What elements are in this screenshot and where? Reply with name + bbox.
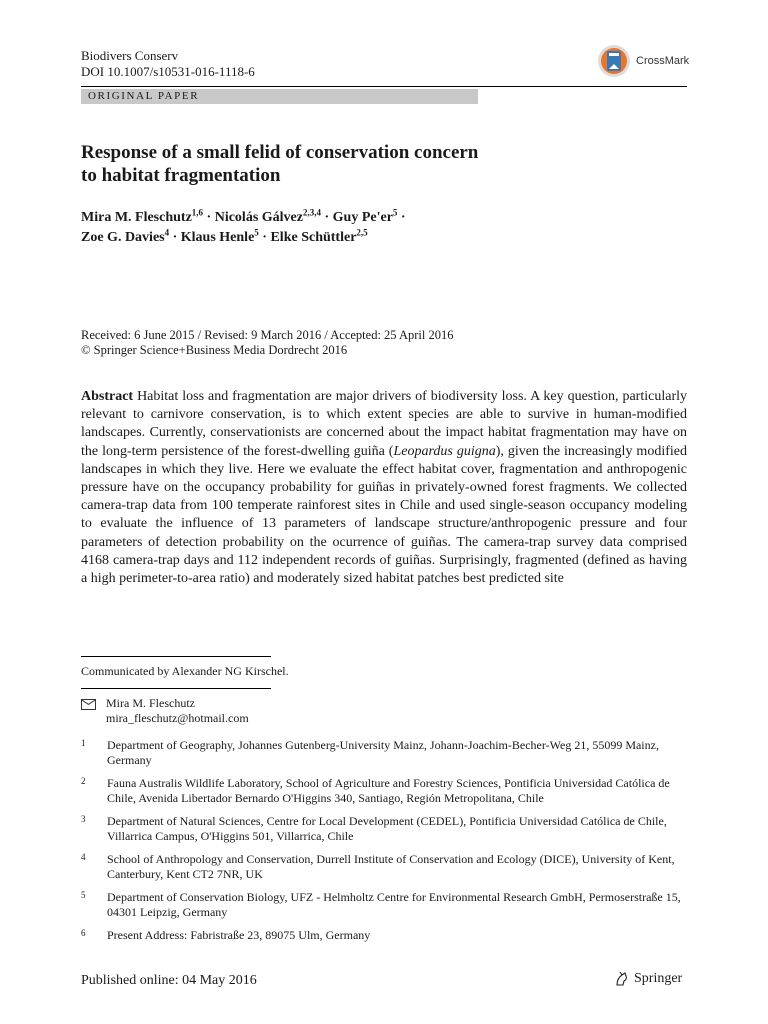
author-affiliation: 4	[164, 227, 170, 238]
affiliation-list	[81, 738, 687, 952]
affiliation-text: Department of Geography, Johannes Gutenberg-University Mainz, Johann-Joachim-Becher-Weg 21, 55099 Mainz, Germany	[107, 738, 659, 767]
affiliation-item	[81, 738, 687, 767]
abstract-text-2: ), given the increasingly modified landscapes in which they live. Here we evaluate the effect habitat cover, fragmentation and anthropogenic pressure have on the occupancy probability for guiñas in privately-owned forest fragments. We collected camera-trap data from 100 temperate rainforest sites in Chile and used single-season occupancy modeling to evaluate the influence of 13 parameters of landscape structure/anthropogenic pressure and four parameters of detection probability on the ocurrence of guiñas. The camera-trap survey data comprised 4168 camera-trap days and 112 independent records of guiñas. Surprisingly, fragmented (defined as having a high perimeter-to-area ratio) and moderately sized habitat patches best predicted site	[81, 443, 687, 587]
author-name[interactable]: Mira M. Fleschutz	[81, 210, 192, 225]
species-name: Leopardus guigna	[393, 443, 496, 459]
affiliation-item	[81, 814, 687, 843]
received-dates: Received: 6 June 2015 / Revised: 9 March 2016 / Accepted: 25 April 2016	[81, 328, 454, 342]
author-name[interactable]: Zoe G. Davies	[81, 230, 165, 245]
publisher-logo	[614, 971, 682, 987]
author-affiliation: 2,3,4	[302, 207, 321, 218]
author-name[interactable]: Elke Schüttler	[270, 230, 357, 245]
author-line-2: Zoe G. Davies$^4$ · Klaus Henle$^5$ · Elke Schüttler$^{2,5}$	[81, 227, 368, 245]
author-affiliation: 1,6	[191, 207, 204, 218]
affiliation-number: 1	[81, 738, 86, 748]
footnote-rule	[81, 656, 271, 657]
publisher-name: Springer	[634, 971, 683, 986]
title-line-1: Response of a small felid of conservation concern	[81, 142, 479, 163]
affiliation-text: Present Address: Fabristraße 23, 89075 Ulm, Germany	[107, 928, 371, 942]
affiliation-text: Department of Conservation Biology, UFZ - Helmholtz Centre for Environmental Research GmbH, Permoserstraße 15, 04301 Leipzig, Germany	[107, 890, 681, 919]
journal-name: Biodivers Conserv	[81, 48, 179, 63]
affiliation-number: 5	[81, 890, 86, 900]
springer-horse-icon	[614, 971, 630, 987]
author-affiliation: 5	[392, 207, 398, 218]
affiliation-text: School of Anthropology and Conservation, Durrell Institute of Conservation and Ecology (DICE), University of Kent, Canterbury, Kent CT2 7NR, UK	[107, 852, 675, 881]
header-rule	[81, 86, 687, 87]
author-affiliation: 2,5	[356, 227, 368, 238]
envelope-icon	[81, 699, 96, 710]
doi[interactable]: DOI 10.1007/s10531-016-1118-6	[81, 64, 255, 79]
paper-title	[81, 141, 641, 187]
affiliation-number: 3	[81, 814, 86, 824]
affiliation-item	[81, 776, 687, 805]
crossmark-label: CrossMark	[636, 55, 690, 67]
author-name[interactable]: Klaus Henle	[180, 230, 255, 245]
author-name[interactable]: Guy Pe'er	[332, 210, 393, 225]
published-date: Published online: 04 May 2016	[81, 973, 257, 988]
crossmark-icon	[597, 44, 631, 78]
affiliation-number: 6	[81, 928, 86, 938]
article-dates	[81, 328, 641, 358]
copyright: © Springer Science+Business Media Dordrecht 2016	[81, 343, 348, 357]
affiliation-item	[81, 928, 687, 943]
author-list	[81, 208, 641, 248]
affiliation-item	[81, 852, 687, 881]
affiliation-item	[81, 890, 687, 919]
journal-header	[81, 48, 255, 80]
title-line-2: to habitat fragmentation	[81, 165, 281, 186]
affiliation-text: Fauna Australis Wildlife Laboratory, School of Agriculture and Forestry Sciences, Pontificia Universidad Católica de Chile, Avenida Libertador Bernardo O'Higgins 340, Santiago, Región Metropolitana, Chile	[107, 776, 670, 805]
abstract-label: Abstract	[81, 389, 134, 404]
corresponding-name: Mira M. Fleschutz	[106, 696, 195, 710]
author-line-1: Mira M. Fleschutz$^{1,6}$ · Nicolás Gálvez$^{2,3,4}$ · Guy $Pe'er^5$ ·	[81, 207, 406, 225]
affiliation-number: 2	[81, 776, 86, 786]
communicated-by: Communicated by Alexander NG Kirschel.	[81, 664, 289, 678]
corresponding-email[interactable]: mira_fleschutz@hotmail.com	[106, 711, 249, 725]
crossmark-badge[interactable]	[597, 44, 689, 78]
abstract-text-1: Habitat loss and fragmentation are major drivers of biodiversity loss. A key question, particularly relevant to carnivore conservation, is to which extent species are able to survive in human-modified landscapes. Currently, conservationists are concerned about the impact habitat fragmentation may have on the long-term persistence of the forest-dwelling guiña (	[81, 389, 687, 459]
section-label: ORIGINAL PAPER	[81, 89, 478, 104]
corresponding-author	[81, 696, 249, 726]
footnote-rule	[81, 688, 271, 689]
author-affiliation: 5	[254, 227, 259, 238]
abstract	[81, 388, 687, 588]
author-name[interactable]: Nicolás Gálvez	[214, 210, 303, 225]
affiliation-number: 4	[81, 852, 86, 862]
affiliation-text: Department of Natural Sciences, Centre for Local Development (CEDEL), Pontificia Universidad Católica de Chile, Villarrica Campus, O'Higgins 501, Villarrica, Chile	[107, 814, 667, 843]
